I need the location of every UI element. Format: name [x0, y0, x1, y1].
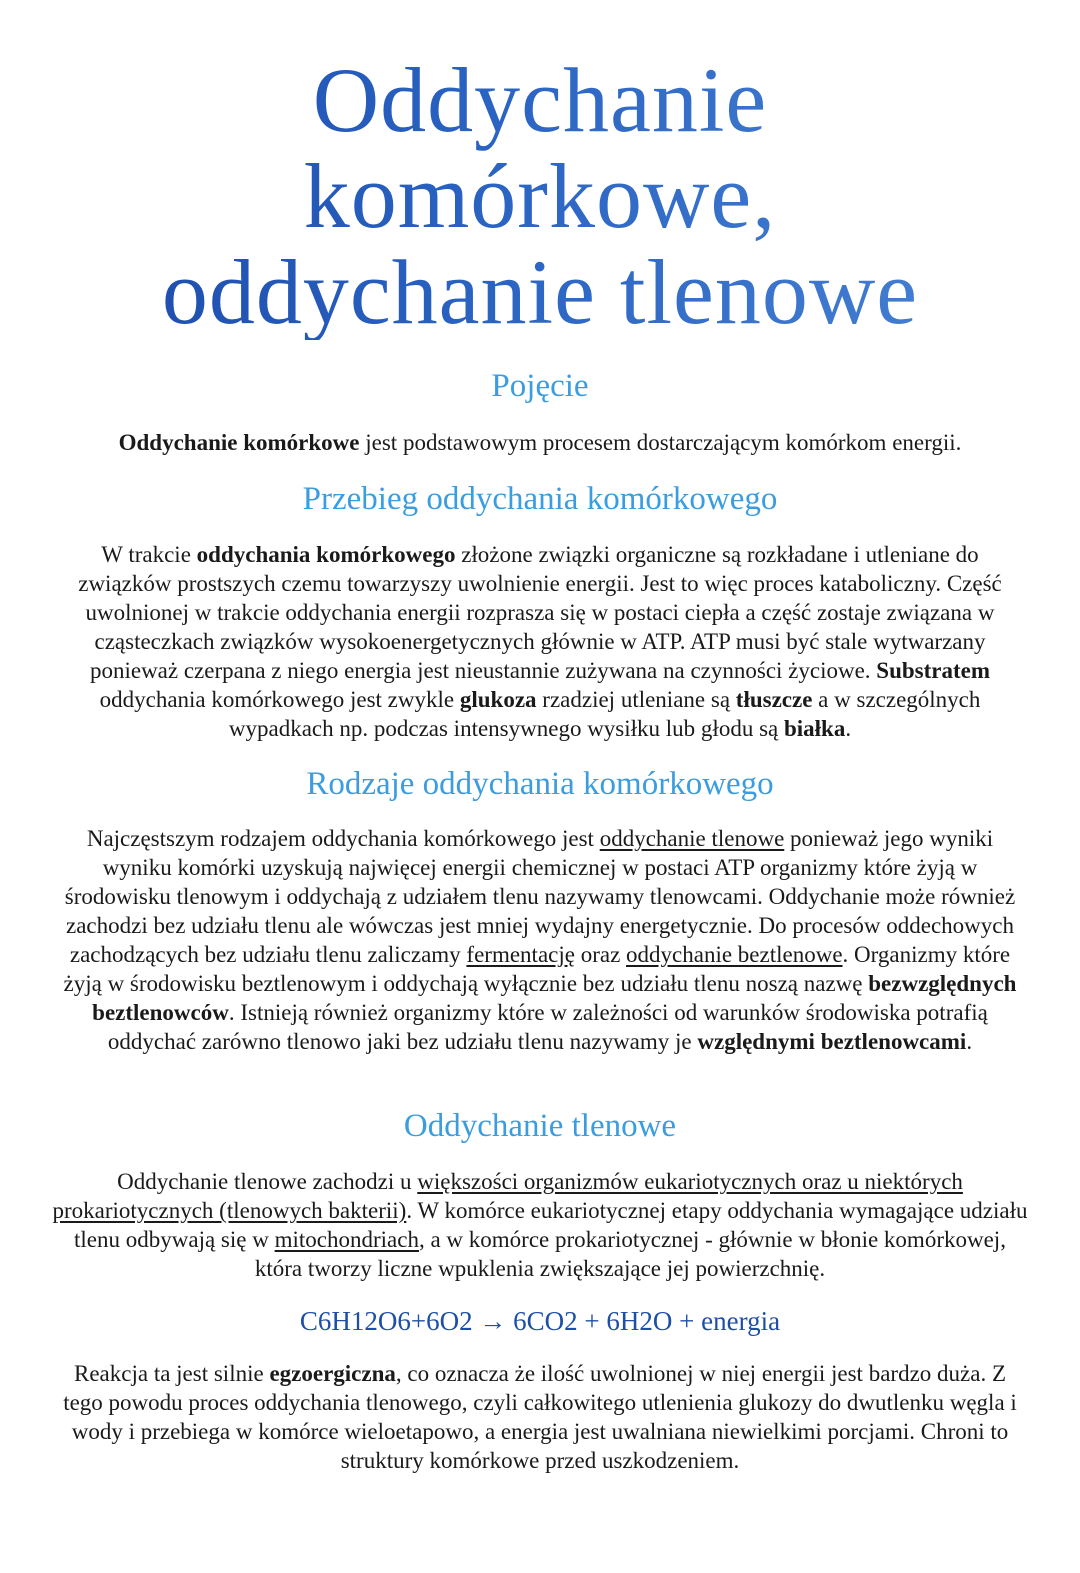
heading-pojecie: Pojęcie [491, 368, 589, 404]
underlined-term: mitochondriach [274, 1227, 419, 1252]
paragraph-przebieg: W trakcie oddychania komórkowego złożone związki organiczne są rozkładane i utleniane do związków prostszych czemu towarzyszy uwolnienie energii. Jest to więc proces kataboliczny. Część uwolnionej w trakcie oddychania energii rozprasza się w postaci ciepła a część zostaje związana w cząsteczkach związków wysokoenergetycznych głównie w ATP. ATP musi być stale wytwarzany ponieważ czerpana z niego energia jest nieustannie zużywana na czynności życiowe. Substratem oddychania komórkowego jest zwykle glukoza rzadziej utleniane są tłuszcze a w szczególnych wypadkach np. podczas intensywnego wysiłku lub głodu są białka. [78, 542, 1002, 741]
bold-term: względnymi beztlenowcami [697, 1029, 967, 1054]
underlined-term: oddychanie tlenowe [599, 826, 785, 851]
heading-tlenowe: Oddychanie tlenowe [403, 1108, 677, 1144]
heading-przebieg: Przebieg oddychania komórkowego [302, 481, 778, 517]
paragraph-rodzaje: Najczęstszym rodzajem oddychania komórkowego jest oddychanie tlenowe ponieważ jego wyniki wyniku komórki uzyskują najwięcej energii chemicznej w postaci ATP organizmy które żyją w środowisku tlenowym i oddychają z udziałem tlenu nazywamy tlenowcami. Oddychanie może również zachodzi bez udziału tlenu ale wówczas jest mniej wydajny energetycznie. Do procesów oddechowych zachodzących bez udziału tlenu zaliczamy fermentację oraz oddychanie beztlenowe. Organizmy które żyją w środowisku beztlenowym i oddychają wyłącznie bez udziału tlenu noszą nazwę bezwzględnych beztlenowców. Istnieją również organizmy które w zależności od warunków środowiska potrafią oddychać zarówno tlenowo jaki bez udziału tlenu nazywamy je względnymi beztlenowcami. [63, 826, 1017, 1054]
bold-term: Substratem [876, 658, 991, 683]
underlined-term: fermentację [466, 942, 575, 967]
page-title [0, 49, 1080, 343]
title-line-2: komórkowe, [303, 145, 777, 247]
bold-term: tłuszcze [735, 687, 813, 712]
bold-term: Oddychanie komórkowe [118, 430, 360, 455]
heading-rodzaje: Rodzaje oddychania komórkowego [306, 766, 774, 802]
chemical-formula: C6H12O6+6O2 → 6CO2 + 6H2O + energia [299, 1306, 781, 1336]
bold-term: egzoergiczna [269, 1361, 396, 1386]
underlined-term: oddychanie beztlenowe [626, 942, 843, 967]
title-line-1: Oddychanie [312, 49, 768, 151]
paragraph-pojecie: Oddychanie komórkowe jest podstawowym procesem dostarczającym komórkom energii. [118, 430, 962, 455]
underlined-term: większości organizmów eukariotycznych oraz u niektórych prokariotycznych (tlenowych bakterii) [52, 1169, 963, 1223]
title-line-3: oddychanie tlenowe [161, 241, 919, 343]
bold-term: białka [783, 716, 846, 741]
bold-term: glukoza [459, 687, 537, 712]
bold-term: bezwzględnych beztlenowców [92, 971, 1017, 1025]
paragraph-tlenowe: Oddychanie tlenowe zachodzi u większości organizmów eukariotycznych oraz u niektórych prokariotycznych (tlenowych bakterii). W komórce eukariotycznej etapy oddychania wymagające udziału tlenu odbywają się w mitochondriach, a w komórce prokariotycznej - głównie w błonie komórkowej, która tworzy liczne wpuklenia zwiększające jej powierzchnię. [52, 1169, 1028, 1281]
bold-term: oddychania komórkowego [196, 542, 456, 567]
paragraph-reakcja: Reakcja ta jest silnie egzoergiczna, co oznacza że ilość uwolnionej w niej energii jest bardzo duża. Z tego powodu proces oddychania tlenowego, czyli całkowitego utlenienia glukozy do dwutlenku węgla i wody i przebiega w komórce wieloetapowo, a energia jest uwalniana niewielkimi porcjami. Chroni to struktury komórkowe przed uszkodzeniem. [63, 1361, 1017, 1473]
